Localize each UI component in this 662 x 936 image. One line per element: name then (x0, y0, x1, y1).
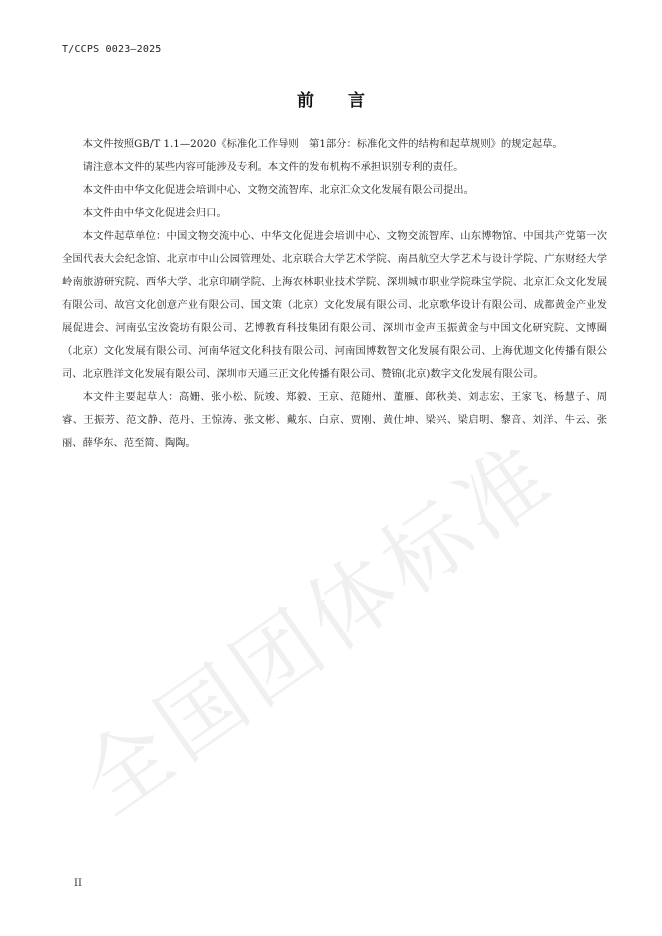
document-body (62, 133, 607, 455)
watermark-char: 团 (213, 592, 342, 725)
paragraph-patent-notice: 请注意本文件的某些内容可能涉及专利。本文件的发布机构不承担识别专利的责任。 (82, 161, 464, 173)
document-code: T/CCPS 0023—2025 (62, 44, 162, 55)
page-title: 前 言 (297, 91, 379, 111)
watermark-char: 准 (438, 427, 567, 560)
page-number: II (74, 878, 82, 889)
paragraph-drafting-rules: 本文件按照GB/T 1.1—2020《标准化工作导则 第1部分：标准化文件的结构和起草规则》的规定起草。 (82, 138, 563, 150)
paragraph-administrator: 本文件由中华文化促进会归口。 (82, 207, 227, 219)
watermark-char: 标 (363, 482, 492, 615)
watermark (60, 427, 580, 835)
watermark-char: 国 (138, 647, 267, 780)
paragraph-drafting-units: 本文件起草单位：中国文物交流中心、中华文化促进会培训中心、文物交流智库、山东博物馆、中国共产党第一次全国代表大会纪念馆、北京市中山公园管理处、北京联合大学艺术学院、南昌航空大学艺术与设计学院、广东财经大学岭南旅游研究院、西华大学、北京印刷学院、上海农林职业技术学院、深圳城市职业学院珠宝学院、北京汇众文化发展有限公司、故宫文化创意产业有限公司、国文策（北京）文化发展有限公司、北京歌华设计有限公司、成都黄金产业发展促进会、河南弘宝汝瓷坊有限公司、艺博教育科技集团有限公司、深圳市金声玉振黄金与中国文化研究院、文博圈（北京）文化发展有限公司、河南华冠文化科技有限公司、河南国博数智文化发展有限公司、上海优迦文化传播有限公司、北京胜洋文化发展有限公司、深圳市天通三正文化传播有限公司、赞锦(北京)数字文化发展有限公司。 (62, 230, 607, 380)
watermark-char: 全 (63, 702, 192, 835)
paragraph-proposer: 本文件由中华文化促进会培训中心、文物交流智库、北京汇众文化发展有限公司提出。 (82, 184, 474, 196)
paragraph-drafters: 本文件主要起草人：高姗、张小松、阮竣、郑毅、王京、范随州、董雁、郎秋美、刘志宏、王家飞、杨慧子、周睿、王振芳、范文静、范丹、王惊涛、张文彬、戴东、白京、贾刚、黄仕坤、梁兴、梁启明、黎音、刘洋、牛云、张丽、薛华东、范至简、陶陶。 (62, 391, 607, 449)
watermark-char: 体 (288, 537, 417, 670)
